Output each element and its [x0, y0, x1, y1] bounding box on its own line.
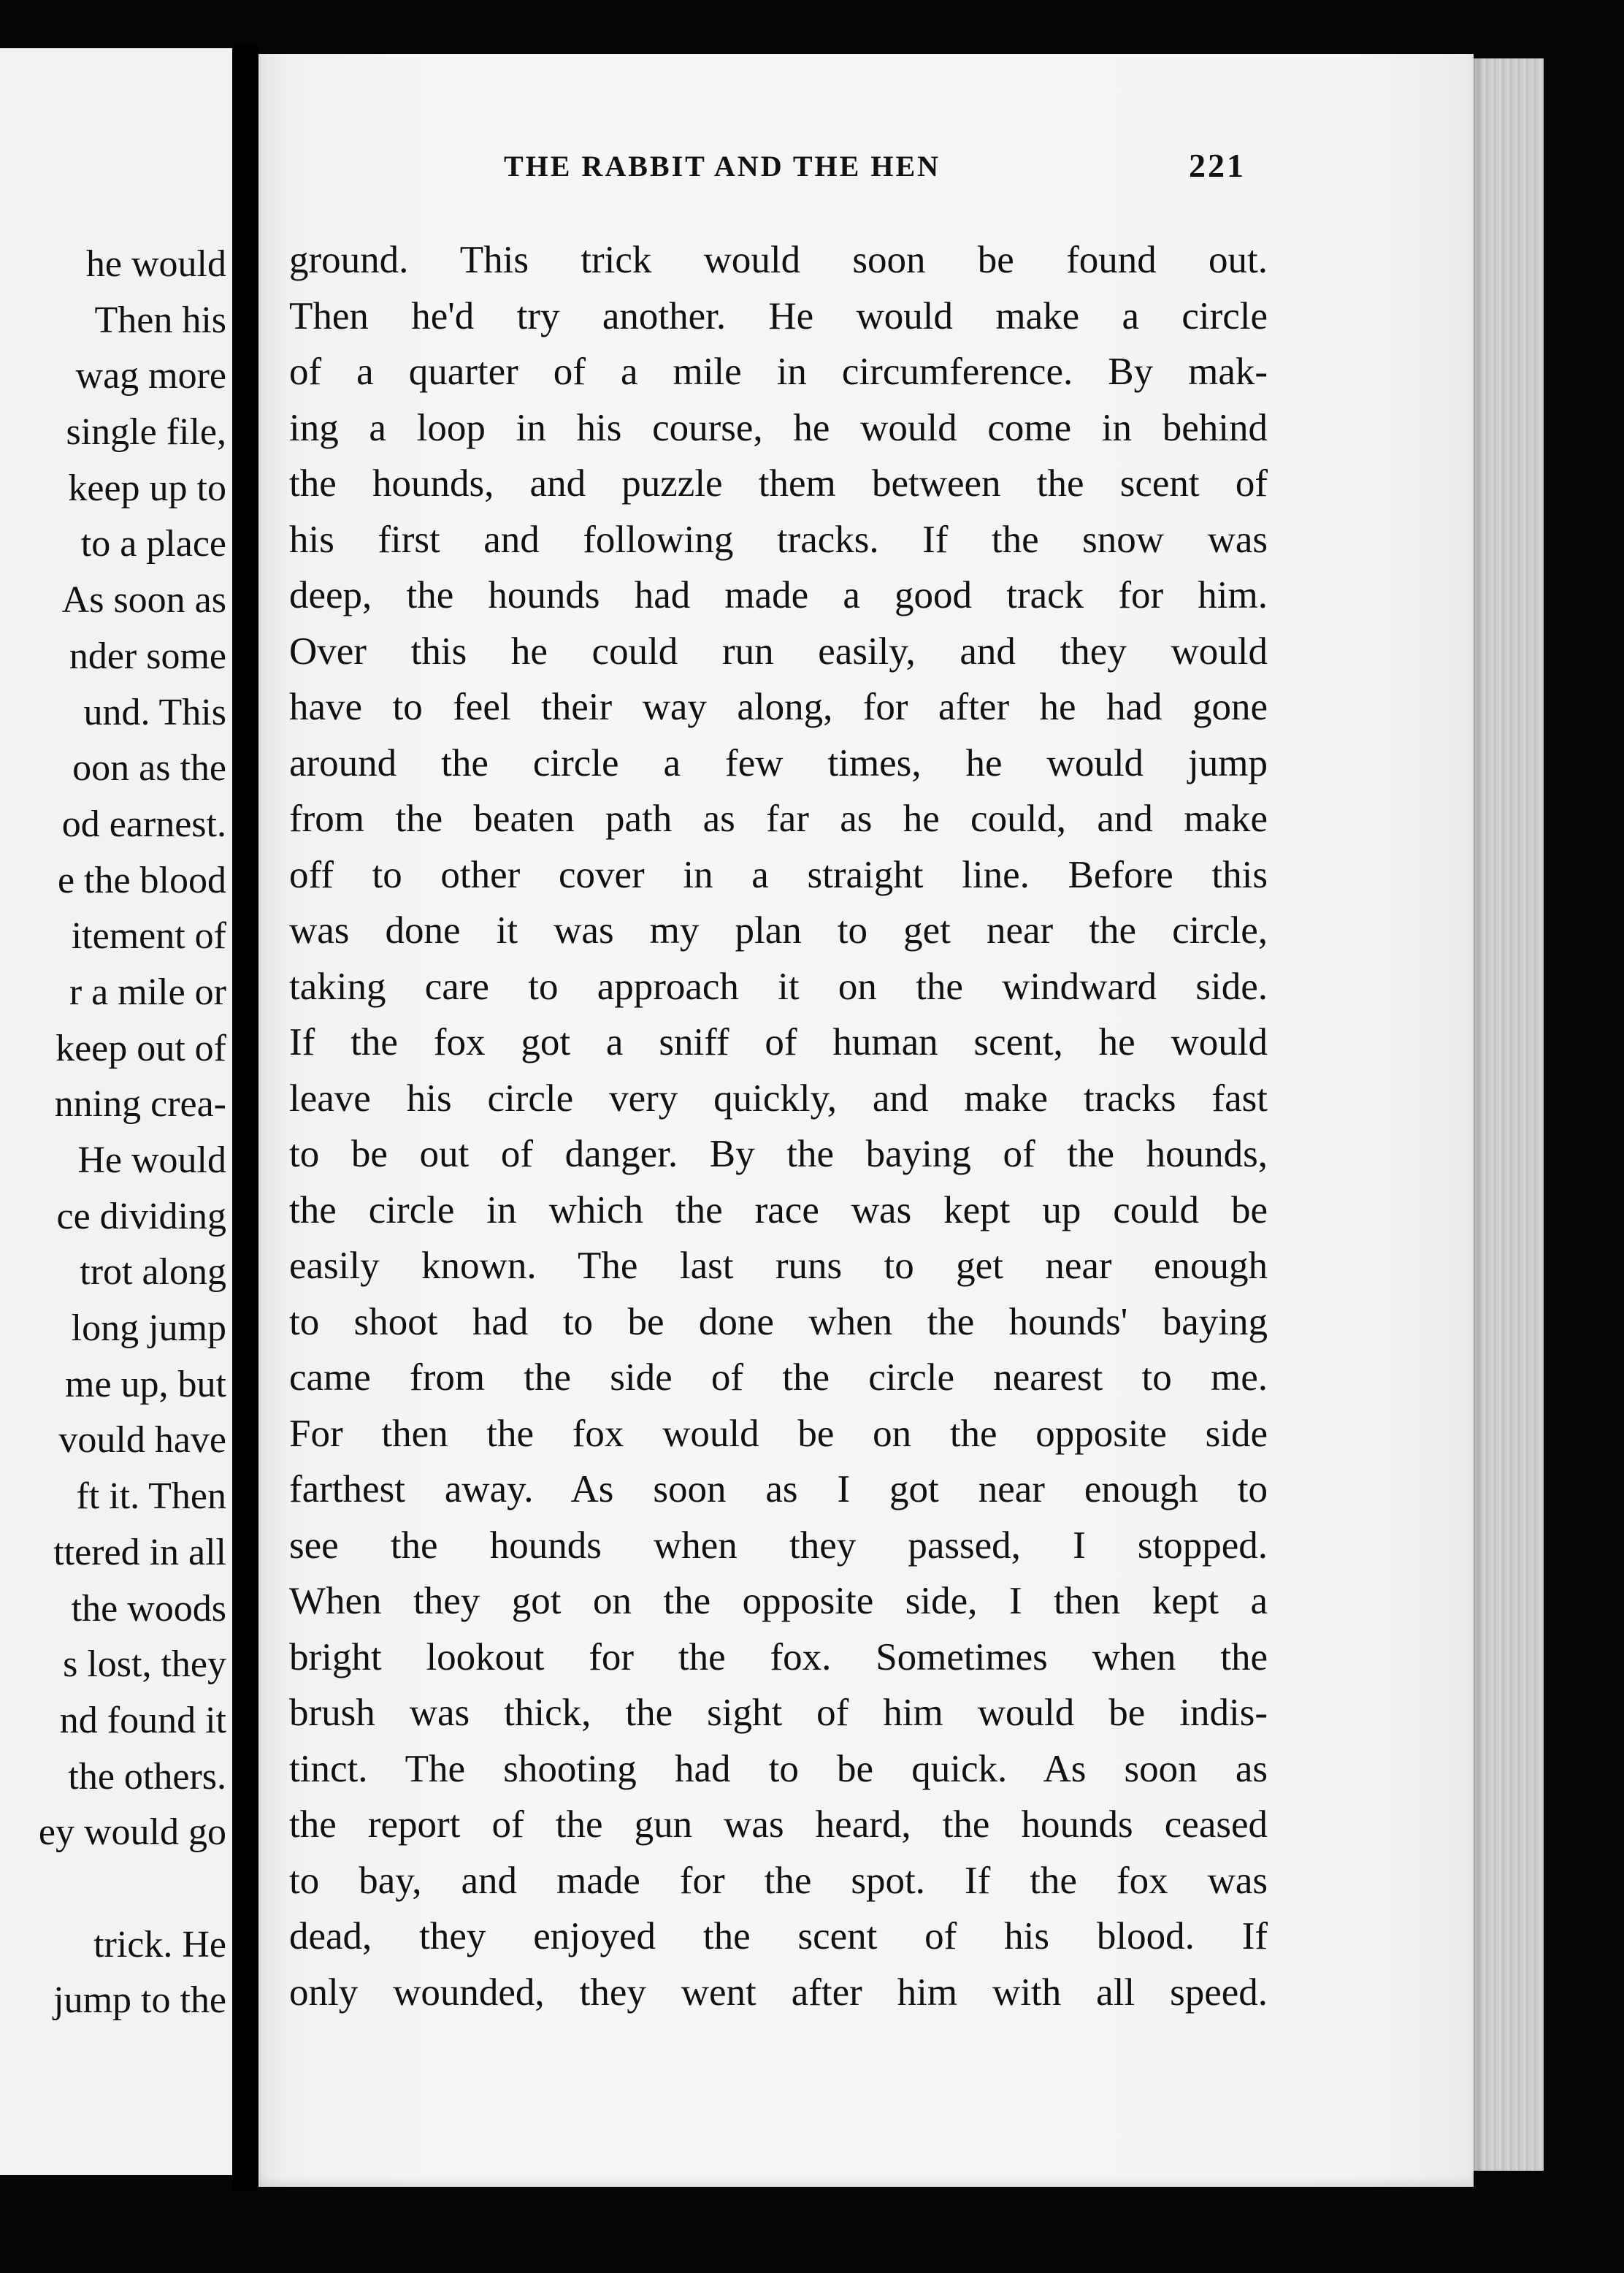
left-page-line: trot along: [80, 1251, 226, 1294]
left-page-line: vould have: [58, 1419, 226, 1462]
left-page-line: to a place: [80, 523, 226, 565]
text-line: ground. This trick would soon be found out.: [289, 239, 1268, 281]
text-line: easily known. The last runs to get near enough: [289, 1245, 1268, 1287]
left-facing-page: [0, 48, 232, 2175]
left-page-line: oon as the: [72, 747, 226, 790]
text-line: leave his circle very quickly, and make tracks fast: [289, 1077, 1268, 1120]
left-page-line: the others.: [68, 1755, 226, 1798]
text-line: Over this he could run easily, and they would: [289, 630, 1268, 673]
left-page-line: nder some: [69, 635, 226, 677]
left-page-line: nning crea-: [54, 1083, 226, 1126]
text-line: have to feel their way along, for after he had gone: [289, 686, 1268, 728]
text-line: taking care to approach it on the windward side.: [289, 965, 1268, 1008]
page-edge-shadow: [1474, 58, 1484, 2171]
text-line: Then he'd try another. He would make a circle: [289, 294, 1268, 337]
text-line: the circle in which the race was kept up could be: [289, 1188, 1268, 1231]
text-line: farthest away. As soon as I got near enough to: [289, 1468, 1268, 1510]
text-line: to bay, and made for the spot. If the fox was: [289, 1859, 1268, 1902]
left-page-line: long jump: [71, 1307, 226, 1350]
left-page-line: itement of: [71, 915, 226, 958]
text-line: his first and following tracks. If the snow was: [289, 518, 1268, 561]
left-page-line: und. This: [83, 691, 226, 733]
left-page-line: od earnest.: [61, 803, 226, 845]
text-line: the report of the gun was heard, the hounds ceased: [289, 1803, 1268, 1846]
left-page-line: me up, but: [65, 1363, 226, 1405]
text-line: bright lookout for the fox. Sometimes when the: [289, 1635, 1268, 1678]
text-line: For then the fox would be on the opposite side: [289, 1412, 1268, 1455]
left-page-line: He would: [77, 1139, 226, 1181]
left-page-line: keep out of: [55, 1027, 226, 1069]
text-line: around the circle a few times, he would jump: [289, 741, 1268, 784]
left-page-line: single file,: [66, 411, 226, 454]
left-page-line: wag more: [75, 355, 226, 397]
body-text: [289, 232, 1268, 2020]
text-line: off to other cover in a straight line. Before this: [289, 853, 1268, 896]
left-page-line: Then his: [94, 299, 226, 341]
left-page-line: the woods: [71, 1587, 226, 1630]
left-page-line: keep up to: [68, 467, 226, 509]
text-line: see the hounds when they passed, I stopped.: [289, 1524, 1268, 1567]
left-page-text: [0, 237, 226, 2029]
left-page-line: [0, 1861, 226, 1917]
text-line: brush was thick, the sight of him would be indis-: [289, 1692, 1268, 1734]
book-gutter: [232, 44, 258, 2191]
text-line: was done it was my plan to get near the circle,: [289, 909, 1268, 952]
text-line: of a quarter of a mile in circumference. By mak-: [289, 351, 1268, 393]
text-line: deep, the hounds had made a good track for him.: [289, 574, 1268, 616]
text-line: only wounded, they went after him with all speed.: [289, 1971, 1268, 2014]
left-page-line: trick. He: [93, 1923, 226, 1966]
left-page-line: s lost, they: [63, 1643, 226, 1686]
text-line: tinct. The shooting had to be quick. As soon as: [289, 1747, 1268, 1790]
text-line: When they got on the opposite side, I then kept a: [289, 1580, 1268, 1622]
text-line: to shoot had to be done when the hounds' baying: [289, 1300, 1268, 1343]
text-line: dead, they enjoyed the scent of his blood. If: [289, 1915, 1268, 1957]
left-page-line: he would: [85, 243, 226, 285]
text-line: to be out of danger. By the baying of the hounds,: [289, 1133, 1268, 1175]
left-page-line: ttered in all: [53, 1531, 226, 1573]
text-line: If the fox got a sniff of human scent, he would: [289, 1021, 1268, 1063]
left-page-line: ft it. Then: [76, 1475, 226, 1518]
page-number: 221: [1189, 147, 1246, 184]
running-head: THE RABBIT AND THE HEN: [504, 150, 941, 183]
left-page-line: jump to the: [53, 1979, 226, 2022]
left-page-line: e the blood: [57, 859, 226, 901]
left-page-line: ce dividing: [56, 1195, 226, 1237]
text-line: from the beaten path as far as he could, and make: [289, 798, 1268, 840]
text-line: the hounds, and puzzle them between the scent of: [289, 462, 1268, 505]
text-line: came from the side of the circle nearest to me.: [289, 1356, 1268, 1399]
left-page-line: r a mile or: [69, 971, 226, 1013]
text-line: ing a loop in his course, he would come in behind: [289, 406, 1268, 449]
left-page-line: nd found it: [59, 1699, 226, 1741]
left-page-line: ey would go: [38, 1811, 226, 1854]
left-page-line: As soon as: [61, 579, 226, 622]
page-edges: [1474, 58, 1544, 2171]
